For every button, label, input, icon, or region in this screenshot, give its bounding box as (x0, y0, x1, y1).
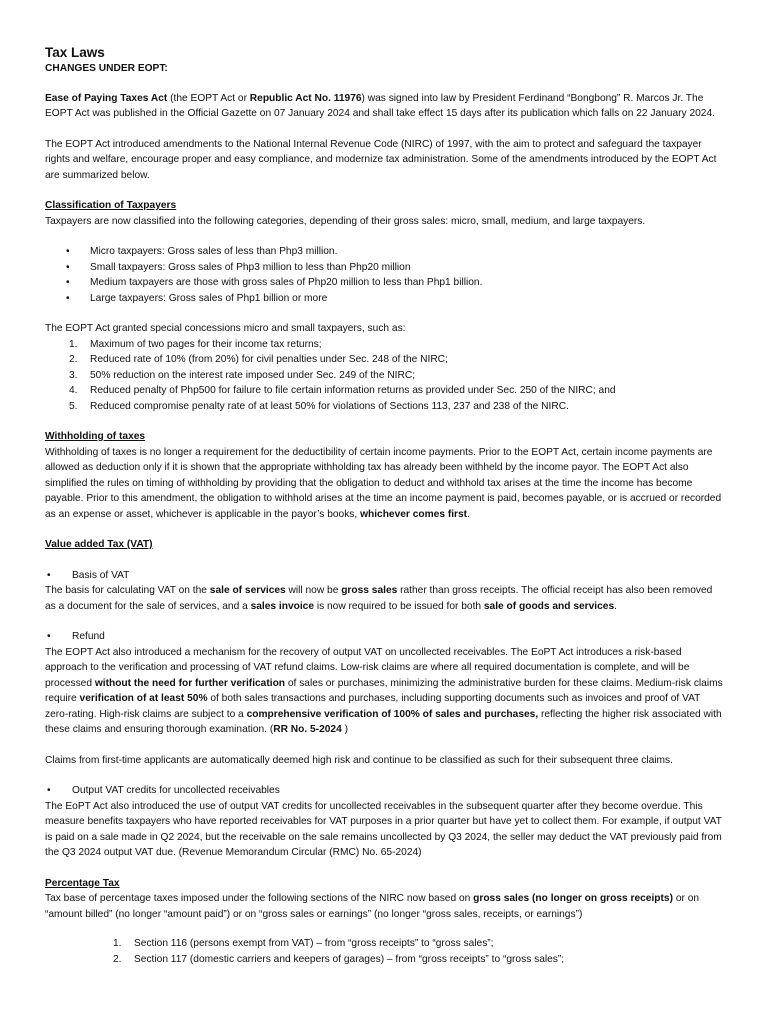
vat-refund-paragraph: The EOPT Act also introduced a mechanism for the recovery of output VAT on uncollected receivables. The EoPT Act introduces a risk-based approach to the verification and processing of VAT refund claims. Low-risk claims are where all required documentation is complete, and will be processed without the need for further verification of sales or purchases, minimizing the administrative burden for these claims. Medium-risk claims require verification of at least 50% of both sales transactions and purchases, including supporting documents such as invoices and proof of VAT zero-rating. High-risk claims are subject to a comprehensive verification of 100% of sales and purchases, reflecting the higher risk associated with these claims and ensuring thorough examination. (RR No. 5-2024 ) (45, 646, 723, 735)
bullet-icon: • (66, 261, 70, 273)
list-item: • Micro taxpayers: Gross sales of less than Php3 million. (45, 244, 725, 260)
list-item: • Large taxpayers: Gross sales of Php1 billion or more (45, 291, 725, 307)
vat-refund-label: • Refund (45, 629, 725, 645)
vat-output-credits-paragraph: The EoPT Act also introduced the use of output VAT credits for uncollected receivables in the subsequent quarter after they become overdue. This measure benefits taxpayers who have reported receivables for VAT purposes in a prior quarter but have yet to collect them. For example, if output VAT is paid on a sale made in Q2 2024, but the receivable on the sale remains uncollected by Q3 2024, the seller may deduct the VAT previously paid from the Q3 2024 output VAT due. (Revenue Memorandum Circular (RMC) No. 65-2024) (45, 800, 722, 858)
bullet-icon: • (47, 631, 51, 642)
list-item: 3. 50% reduction on the interest rate imposed under Sec. 249 of the NIRC; (69, 369, 416, 381)
vat-claims-note: Claims from first-time applicants are automatically deemed high risk and continue to be classified as such for their subsequent three claims. (45, 754, 673, 766)
bullet-icon: • (66, 292, 70, 304)
eopt-act-name: Ease of Paying Taxes Act (45, 92, 168, 104)
concessions-intro: The EOPT Act granted special concessions micro and small taxpayers, such as: (45, 323, 406, 334)
list-item: 5. Reduced compromise penalty rate of at least 50% for violations of Sections 113, 237 and 238 of the NIRC. (69, 400, 569, 412)
bullet-icon: • (47, 569, 51, 581)
list-item: 2. Reduced rate of 10% (from 20%) for civil penalties under Sec. 248 of the NIRC; (69, 354, 448, 365)
section-heading-percentage-tax: Percentage Tax (45, 877, 120, 889)
document-title: Tax Laws (45, 45, 105, 60)
list-item: 2. Section 117 (domestic carriers and keepers of garages) – from “gross receipts” to “gross sales”; (113, 953, 565, 965)
intro-paragraph-2: The EOPT Act introduced amendments to the National Internal Revenue Code (NIRC) of 1997, with the aim to protect and safeguard the taxpayer rights and welfare, encourage proper and easy compliance, and modernize tax administration. Some of the amendments introduced by the EOPT Act are summarized below. (45, 138, 717, 181)
list-item: 4. Reduced penalty of Php500 for failure to file certain information returns as provided under Sec. 250 of the NIRC; and (69, 385, 616, 396)
vat-output-credits-label: • Output VAT credits for uncollected receivables (45, 783, 725, 799)
percentage-tax-paragraph: Tax base of percentage taxes imposed under the following sections of the NIRC now based on gross sales (no longer on gross receipts) or on “amount billed” (no longer “amount paid”) or on “gross sales or earnings” (no longer “gross sales, receipts, or earnings”) (45, 893, 700, 920)
concessions-list (45, 337, 725, 415)
bullet-icon: • (66, 246, 70, 257)
list-item: • Small taxpayers: Gross sales of Php3 million to less than Php20 million (45, 260, 725, 276)
list-item: 1. Maximum of two pages for their income tax returns; (69, 338, 322, 350)
section-heading-withholding: Withholding of taxes (45, 431, 146, 442)
section-heading-vat: Value added Tax (VAT) (45, 539, 153, 550)
classification-intro: Taxpayers are now classified into the following categories, depending of their gross sales: micro, small, medium, and large taxpayers. (45, 215, 646, 227)
taxpayer-categories-list (45, 244, 725, 306)
bullet-icon: • (47, 785, 51, 796)
bullet-icon: • (66, 277, 70, 288)
list-item: • Medium taxpayers are those with gross sales of Php20 million to less than Php1 billion. (45, 275, 725, 291)
percentage-tax-sections-list (45, 936, 725, 967)
document-subtitle: CHANGES UNDER EOPT: (45, 63, 168, 74)
intro-paragraph-1: Ease of Paying Taxes Act (the EOPT Act or Republic Act No. 11976) was signed into law by President Ferdinand “Bongbong” R. Marcos Jr. The EOPT Act was published in the Official Gazette on 07 January 2024 and shall take effect 15 days after its publication which falls on 22 January 2024. (45, 92, 715, 119)
list-item: 1. Section 116 (persons exempt from VAT) – from “gross receipts” to “gross sales”; (113, 938, 494, 949)
section-heading-classification: Classification of Taxpayers (45, 200, 177, 211)
withholding-paragraph: Withholding of taxes is no longer a requirement for the deductibility of certain income payments. Prior to the EOPT Act, certain income payments are allowed as deduction only if it is shown that the appropriate withholding tax has already been withheld by the income payor. The EOPT Act also simplified the rules on timing of withholding by providing that the obligation to deduct and withhold tax arises at the time the income has become payable. Prior to this amendment, the obligation to withhold arises at the time an income payment is paid, becomes payable, or is accrued or recorded as an expense or asset, whichever is applicable in the payor’s books, whichever comes first. (45, 446, 722, 520)
document-body (45, 44, 725, 967)
republic-act-number: Republic Act No. 11976 (249, 92, 362, 104)
vat-basis-paragraph: The basis for calculating VAT on the sale of services will now be gross sales rather than gross receipts. The official receipt has also been removed as a document for the sale of services, and a sales invoice is now required to be issued for both sale of goods and services. (45, 585, 713, 612)
vat-basis-label: • Basis of VAT (45, 568, 725, 584)
